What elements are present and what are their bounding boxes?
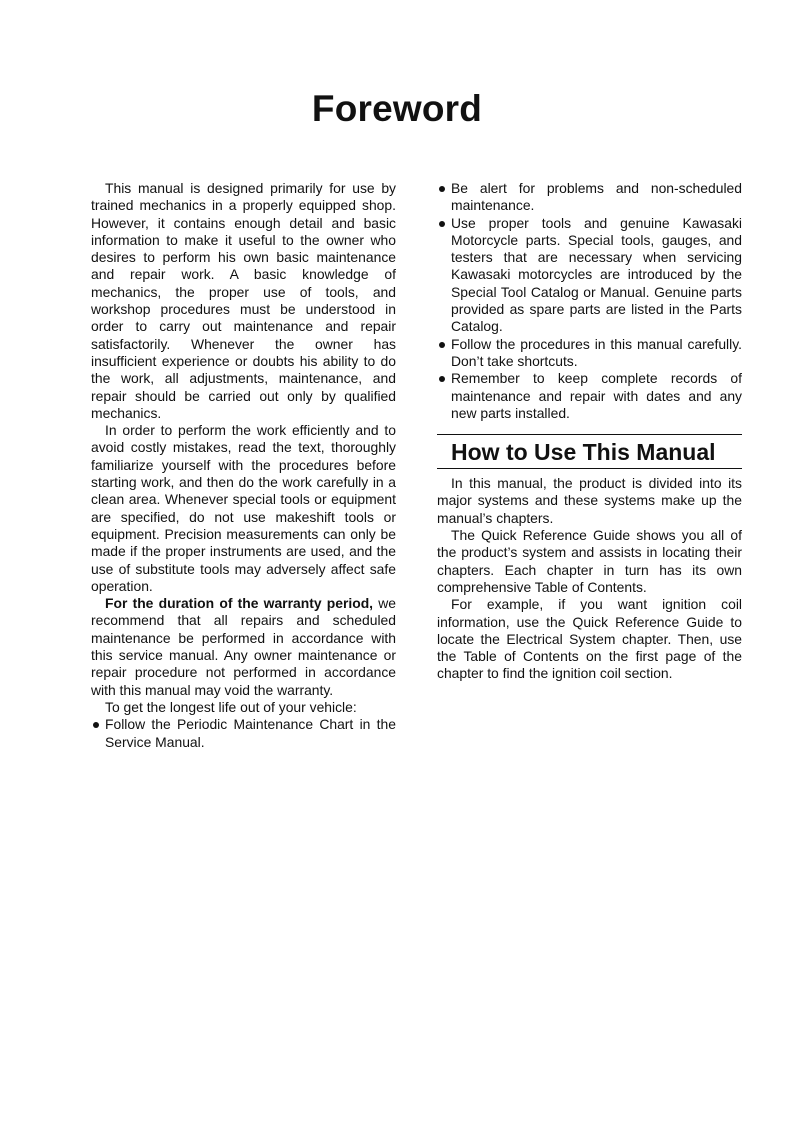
right-column (437, 180, 742, 683)
usage-paragraph: For example, if you want ignition coil information, use the Quick Reference Guide to locate the Electrical System chapter. Then, use the Table of Contents on the first page of the chapter to find the ignition coil section. (437, 596, 742, 682)
list-item: Be alert for problems and non-scheduled maintenance. (437, 180, 742, 215)
warranty-paragraph (91, 595, 396, 699)
page-title: Foreword (311, 88, 483, 129)
list-item: Use proper tools and genuine Kawasaki Motorcycle parts. Special tools, gauges, and testers that are necessary when servicing Kawasaki motorcycles are introduced by the Special Tool Catalog or Manual. Genuine parts provided as spare parts are listed in the Parts Catalog. (437, 215, 742, 336)
longest-life-paragraph: To get the longest life out of your vehicle: (105, 698, 357, 715)
efficiency-paragraph: In order to perform the work efficiently and to avoid costly mistakes, read the text, thoroughly familiarize yourself with the procedures before starting work, and then do the work carefully in a clean area. Whenever special tools or equipment are specified, do not use makeshift tools or equipment. Precision measurements can only be made if the proper instruments are used, and the use of substitute tools may adversely affect safe operation. (91, 422, 396, 594)
list-item: Follow the Periodic Maintenance Chart in the Service Manual. (91, 716, 396, 751)
left-column (91, 180, 396, 751)
warranty-text: we recommend that all repairs and scheduled maintenance be performed in accordance with this service manual. Any owner maintenance or repair procedure not performed in accordance with this manual may void the warranty. (91, 595, 396, 698)
usage-paragraph: The Quick Reference Guide shows you all of the product’s system and assists in locating their chapters. Each chapter in turn has its own comprehensive Table of Contents. (437, 527, 742, 595)
usage-paragraph: In this manual, the product is divided into its major systems and these systems make up the manual’s chapters. (437, 475, 742, 526)
intro-paragraph: This manual is designed primarily for use by trained mechanics in a properly equipped shop. However, it contains enough detail and basic information to make it useful to the owner who desires to perform his own basic maintenance and repair work. A basic knowledge of mechanics, the proper use of tools, and workshop procedures must be understood in order to carry out maintenance and repair satisfactorily. Whenever the owner has insufficient experience or doubts his ability to do the work, all adjustments, maintenance, and repair should be carried out only by qualified mechanics. (91, 180, 396, 421)
warranty-emphasis: For the duration of the warranty period, (105, 595, 374, 612)
left-bullet-list (91, 716, 396, 751)
right-bullet-list (437, 180, 742, 422)
section-heading: How to Use This Manual (437, 434, 742, 469)
list-item: Remember to keep complete records of maintenance and repair with dates and any new parts installed. (437, 370, 742, 422)
list-item: Follow the procedures in this manual carefully. Don’t take shortcuts. (437, 336, 742, 371)
